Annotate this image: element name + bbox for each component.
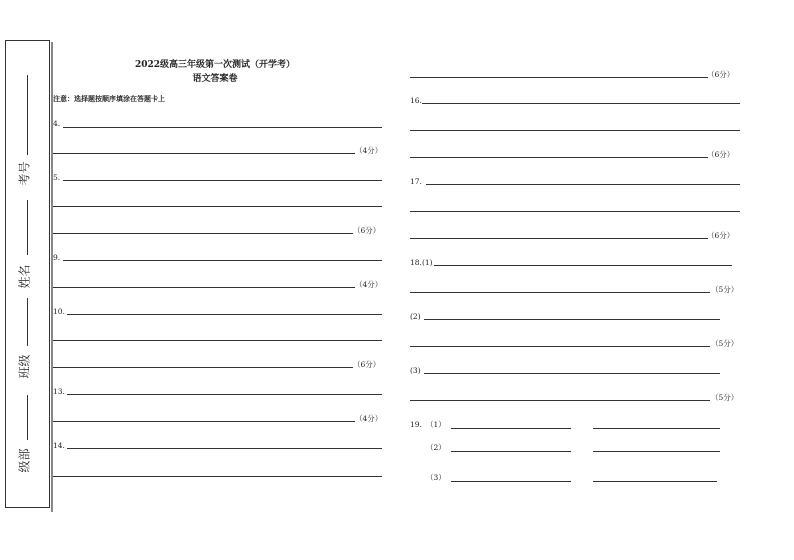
q17-points: （6分） (707, 231, 735, 240)
answer-line[interactable] (410, 346, 710, 347)
notice-text: 注意：选择题按顺序填涂在答题卡上 (53, 94, 165, 103)
q18-sub1-label: (1) (421, 258, 433, 267)
answer-line[interactable] (593, 481, 717, 482)
answer-line[interactable] (53, 233, 353, 234)
answer-line[interactable] (451, 481, 571, 482)
answer-line[interactable] (451, 428, 571, 429)
answer-line[interactable] (67, 314, 382, 315)
answer-line[interactable] (63, 180, 382, 181)
answer-line[interactable] (424, 373, 720, 374)
q4-label: 4. (53, 119, 61, 128)
q16-label: 16. (410, 96, 422, 105)
q5-label: 5. (53, 173, 61, 182)
q13-label: 13. (53, 387, 65, 396)
q9-points: （4分） (355, 280, 383, 289)
answer-line[interactable] (422, 103, 740, 104)
answer-line[interactable] (451, 451, 571, 452)
q19-sub2-label: （2） (426, 443, 446, 452)
q4-points: （4分） (355, 146, 383, 155)
class-line (27, 298, 28, 346)
department-line (27, 395, 28, 440)
q19-sub3-label: （3） (426, 473, 446, 482)
q18-label (410, 258, 433, 267)
answer-line[interactable] (53, 340, 382, 341)
q18-sub2-points: （5分） (711, 339, 739, 348)
q16-points: （6分） (707, 150, 735, 159)
department-label: 级部 (17, 448, 32, 473)
q18-number: 18. (410, 258, 422, 267)
answer-line[interactable] (410, 211, 740, 212)
q19-label: 19. (410, 420, 422, 429)
answer-line[interactable] (63, 260, 382, 261)
answer-line[interactable] (67, 394, 382, 395)
q10-points: （6分） (353, 360, 381, 369)
q19-sub1-label: （1） (426, 420, 446, 429)
q18-sub1-points: （5分） (711, 285, 739, 294)
answer-line[interactable] (63, 127, 382, 128)
answer-line[interactable] (53, 476, 382, 477)
q17-label: 17. (410, 177, 422, 186)
page-title: 2022级高三年级第一次测试（开学考） (134, 60, 296, 70)
answer-line[interactable] (410, 130, 740, 131)
answer-line[interactable] (53, 367, 353, 368)
answer-line[interactable] (593, 451, 720, 452)
q14-label: 14. (53, 441, 65, 450)
exam-no-line (27, 75, 28, 155)
q15-points: （6分） (707, 70, 735, 79)
answer-line[interactable] (53, 287, 355, 288)
q9-label: 9. (53, 253, 61, 262)
answer-line[interactable] (53, 153, 355, 154)
q18-sub2-label: (2) (410, 312, 421, 321)
q18-sub3-label: (3) (410, 366, 421, 375)
answer-line[interactable] (593, 428, 720, 429)
page-subtitle: 语文答案卷 (192, 74, 238, 84)
answer-line[interactable] (426, 184, 740, 185)
q10-label: 10. (53, 307, 65, 316)
q18-sub3-points: （5分） (711, 393, 739, 402)
answer-line[interactable] (53, 421, 355, 422)
answer-line[interactable] (410, 292, 710, 293)
name-line (27, 200, 28, 255)
name-label: 姓名 (17, 264, 32, 289)
answer-line[interactable] (67, 448, 382, 449)
answer-line[interactable] (410, 400, 710, 401)
answer-line[interactable] (434, 265, 732, 266)
answer-line[interactable] (410, 77, 708, 78)
class-label: 班级 (17, 354, 32, 379)
answer-line[interactable] (424, 319, 720, 320)
answer-line[interactable] (410, 157, 708, 158)
answer-line[interactable] (53, 206, 382, 207)
q13-points: （4分） (355, 414, 383, 423)
exam-no-label: 考号 (17, 161, 32, 186)
q5-points: （6分） (353, 226, 381, 235)
answer-line[interactable] (410, 238, 708, 239)
